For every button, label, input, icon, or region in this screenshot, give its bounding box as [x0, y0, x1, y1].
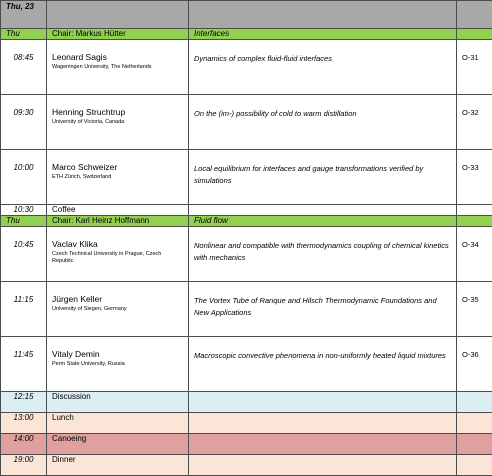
talk-speaker	[47, 337, 189, 392]
session-chair: Chair: Karl Heinz Hoffmann	[47, 216, 189, 227]
event-label: Lunch	[47, 413, 189, 434]
talk-speaker	[47, 40, 189, 95]
speaker-name: Jürgen Keller	[52, 294, 183, 304]
talk-time: 09:30	[1, 95, 47, 150]
speaker-name: Vaclav Klika	[52, 239, 183, 249]
talk-title: The Vortex Tube of Ranque and Hilsch Thermodynamic Foundations and New Applications	[189, 282, 457, 337]
talk-title: Macroscopic convective phenomena in non-uniformly heated liquid mixtures	[189, 337, 457, 392]
session-day: Thu	[1, 216, 47, 227]
speaker-affiliation: Czech Technical University in Prague, Czech Republic	[52, 251, 183, 265]
event-row-lunch	[1, 413, 492, 434]
talk-time: 10:45	[1, 227, 47, 282]
talk-code: O-35	[457, 282, 492, 337]
session-topic: Fluid flow	[189, 216, 457, 227]
speaker-name: Vitaly Demin	[52, 349, 183, 359]
session-header-fluid-flow	[1, 216, 492, 227]
talk-code: O-34	[457, 227, 492, 282]
event-time: 19:00	[1, 455, 47, 476]
talk-title: Nonlinear and compatible with thermodynamics coupling of chemical kinetics with mechanics	[189, 227, 457, 282]
event-time: 14:00	[1, 434, 47, 455]
speaker-name: Henning Struchtrup	[52, 107, 183, 117]
session-topic: Interfaces	[189, 29, 457, 40]
talk-row	[1, 337, 492, 392]
day-header-row	[1, 1, 492, 29]
speaker-affiliation: University of Victoria, Canada	[52, 119, 183, 126]
talk-speaker	[47, 282, 189, 337]
event-label: Dinner	[47, 455, 189, 476]
session-day: Thu	[1, 29, 47, 40]
talk-row	[1, 40, 492, 95]
speaker-name: Leonard Sagis	[52, 52, 183, 62]
talk-time: 10:00	[1, 150, 47, 205]
speaker-affiliation: Wageningen University, The Netherlands	[52, 64, 183, 71]
day-title: Thu, 23	[1, 1, 47, 29]
talk-row	[1, 282, 492, 337]
talk-time: 11:15	[1, 282, 47, 337]
coffee-row	[1, 205, 492, 216]
talk-speaker	[47, 95, 189, 150]
coffee-label: Coffee	[47, 205, 189, 216]
talk-title: Dynamics of complex fluid-fluid interfaces	[189, 40, 457, 95]
event-row-dinner	[1, 455, 492, 476]
talk-time: 11:45	[1, 337, 47, 392]
session-header-interfaces	[1, 29, 492, 40]
speaker-affiliation: Perm State University, Russia	[52, 361, 183, 368]
coffee-time: 10:30	[1, 205, 47, 216]
talk-title: On the (im-) possibility of cold to warm distillation	[189, 95, 457, 150]
talk-speaker	[47, 227, 189, 282]
event-time: 12:15	[1, 392, 47, 413]
talk-code: O-33	[457, 150, 492, 205]
talk-time: 08:45	[1, 40, 47, 95]
talk-code: O-32	[457, 95, 492, 150]
event-label: Canoeing	[47, 434, 189, 455]
talk-row	[1, 150, 492, 205]
talk-row	[1, 95, 492, 150]
speaker-affiliation: ETH Zürich, Switzerland	[52, 174, 183, 181]
event-time: 13:00	[1, 413, 47, 434]
speaker-name: Marco Schweizer	[52, 162, 183, 172]
talk-code: O-36	[457, 337, 492, 392]
event-row-discussion	[1, 392, 492, 413]
talk-code: O-31	[457, 40, 492, 95]
talk-row	[1, 227, 492, 282]
talk-title: Local equilibrium for interfaces and gauge transformations verified by simulations	[189, 150, 457, 205]
speaker-affiliation: University of Siegen, Germany	[52, 306, 183, 313]
session-chair: Chair: Markus Hütter	[47, 29, 189, 40]
talk-speaker	[47, 150, 189, 205]
event-label: Discussion	[47, 392, 189, 413]
event-row-canoeing	[1, 434, 492, 455]
